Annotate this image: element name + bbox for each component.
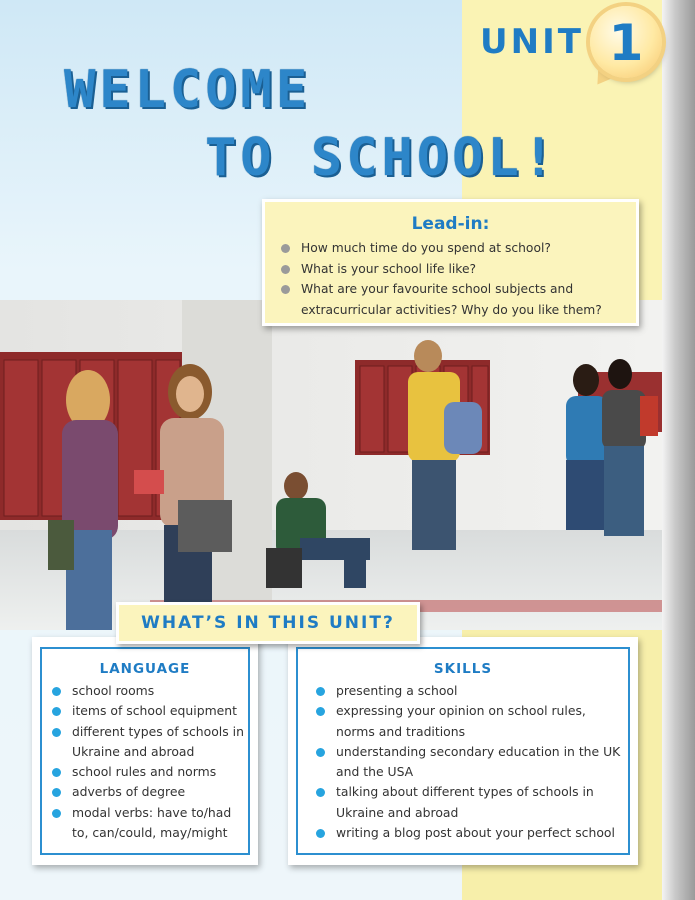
photo-illustration xyxy=(0,300,662,630)
list-item: modal verbs: have to/had to, can/could, may/might xyxy=(50,803,246,844)
list-item: school rules and norms xyxy=(50,762,246,782)
lead-in-question: What are your favourite school subjects and extracurricular activities? Why do you like them? xyxy=(277,279,627,320)
whats-in-this-unit-banner: WHAT’S IN THIS UNIT? xyxy=(116,602,420,644)
unit-label: UNIT xyxy=(480,22,584,62)
list-item: talking about different types of schools in Ukraine and abroad xyxy=(314,782,624,823)
page-edge xyxy=(662,0,695,900)
unit-number: 1 xyxy=(608,14,644,72)
list-item: school rooms xyxy=(50,681,246,701)
lead-in-panel xyxy=(262,199,639,326)
lead-in-questions xyxy=(277,238,627,320)
lead-in-question: What is your school life like? xyxy=(277,259,627,280)
list-item: expressing your opinion on school rules, norms and traditions xyxy=(314,701,624,742)
page-title-line-2: TO SCHOOL! xyxy=(205,128,559,188)
page-title-line-1: WELCOME xyxy=(64,60,312,120)
school-hallway-photo xyxy=(0,300,662,630)
lead-in-title: Lead-in: xyxy=(411,214,490,234)
language-title: LANGUAGE xyxy=(99,661,191,677)
list-item: understanding secondary education in the UK and the USA xyxy=(314,742,624,783)
list-item: adverbs of degree xyxy=(50,782,246,802)
list-item: items of school equipment xyxy=(50,701,246,721)
skills-list xyxy=(314,681,624,843)
list-item: different types of schools in Ukraine and abroad xyxy=(50,722,246,763)
skills-box xyxy=(288,637,638,865)
list-item: presenting a school xyxy=(314,681,624,701)
lead-in-question: How much time do you spend at school? xyxy=(277,238,627,259)
skills-title: SKILLS xyxy=(433,661,493,677)
language-box xyxy=(32,637,258,865)
language-list xyxy=(50,681,246,843)
list-item: writing a blog post about your perfect school xyxy=(314,823,624,843)
